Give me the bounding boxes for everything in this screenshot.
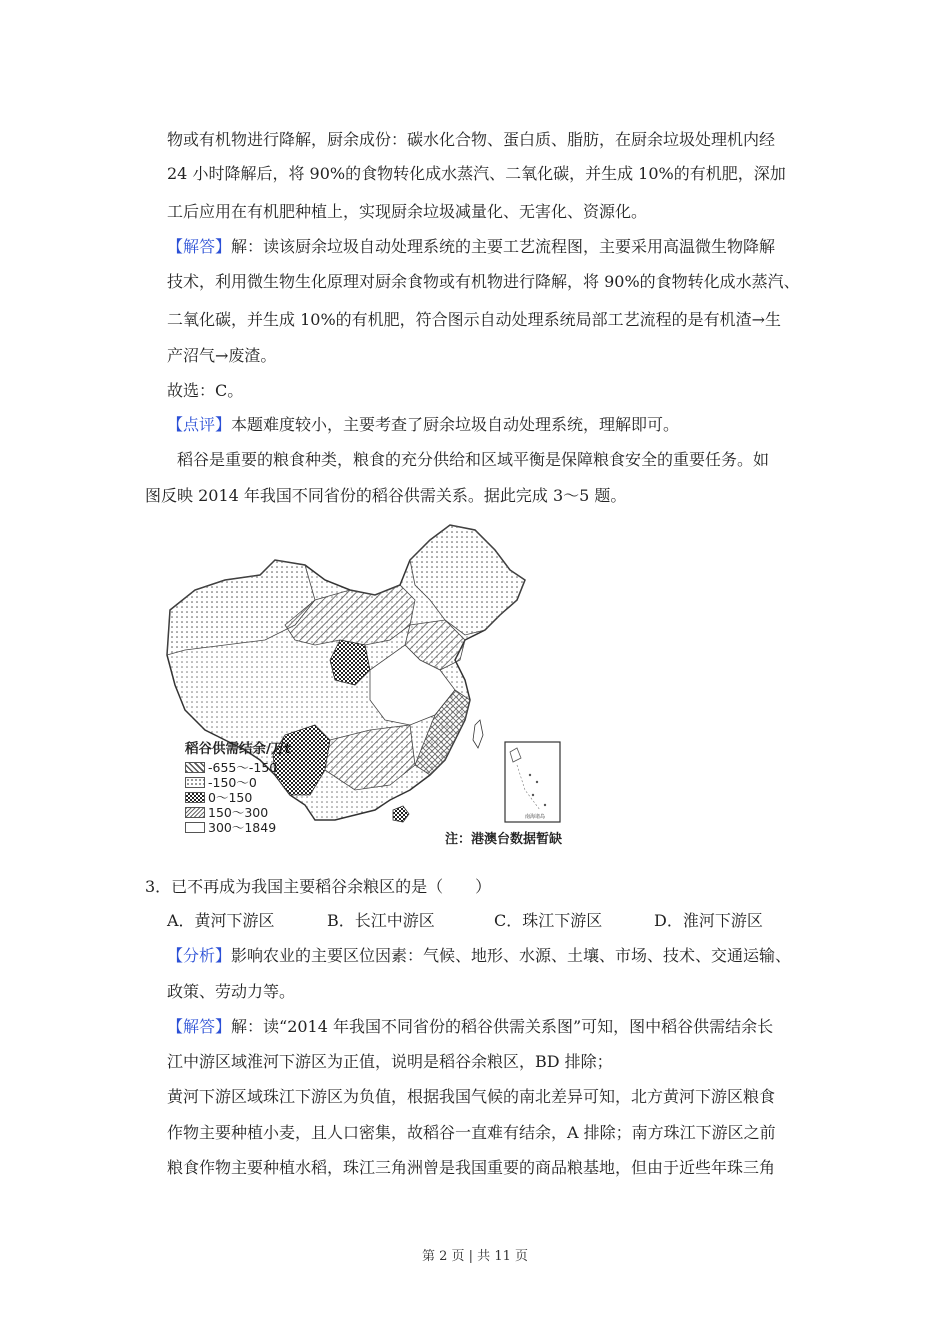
legend-swatch-diag: [185, 762, 205, 773]
legend-label: -150～0: [208, 775, 257, 790]
south-sea-inset: [505, 742, 560, 822]
legend-swatch-blank: [185, 822, 205, 833]
legend-swatch-dots: [185, 777, 205, 788]
intro-line: 图反映 2014 年我国不同省份的稻谷供需关系。据此完成 3～5 题。: [145, 486, 627, 505]
text-line: 二氧化碳，并生成 10%的有机肥，符合图示自动处理系统局部工艺流程的是有机渣→生: [167, 310, 782, 329]
legend-label: 0～150: [208, 790, 253, 805]
answer-tag: 【解答】: [167, 237, 232, 256]
text-line: [167, 415, 679, 435]
text-line: 工后应用在有机肥种植上，实现厨余垃圾减量化、无害化、资源化。: [167, 202, 648, 221]
answer-text: 解：读“2014 年我国不同省份的稻谷供需关系图”可知，图中稻谷供需结余长: [231, 1017, 774, 1036]
page-footer: 第 2 页 | 共 11 页: [422, 1249, 528, 1264]
text-line: 黄河下游区域珠江下游区为负值，根据我国气候的南北差异可知，北方黄河下游区粮食: [167, 1087, 776, 1106]
legend-swatch-cross: [185, 807, 205, 818]
text-line: 故选：C。: [167, 381, 244, 400]
legend-label: 300～1849: [208, 820, 277, 835]
text-line: [167, 946, 791, 966]
legend-item: [185, 820, 291, 835]
text-line: 产沼气→废渣。: [167, 346, 277, 365]
option-d[interactable]: D．淮河下游区: [654, 911, 763, 930]
rice-supply-map: [165, 520, 595, 850]
option-b[interactable]: B．长江中游区: [327, 911, 435, 930]
taiwan-island: [473, 720, 483, 748]
legend-item: [185, 760, 291, 775]
legend-label: -655～-150: [208, 760, 278, 775]
comment-tag: 【点评】: [167, 415, 232, 434]
analysis-tag: 【分析】: [167, 946, 232, 965]
text-line: 政策、劳动力等。: [167, 982, 296, 1001]
text-line: 粮食作物主要种植水稻，珠江三角洲曾是我国重要的商品粮基地，但由于近些年珠三角: [167, 1158, 776, 1177]
comment-text: 本题难度较小，主要考查了厨余垃圾自动处理系统，理解即可。: [231, 415, 680, 434]
text-line: 江中游区域淮河下游区为正值，说明是稻谷余粮区，BD 排除；: [167, 1052, 613, 1071]
answer-tag: 【解答】: [167, 1017, 232, 1036]
map-note: 注：港澳台数据暂缺: [445, 832, 563, 847]
text-line: 24 小时降解后，将 90%的食物转化成水蒸汽、二氧化碳，并生成 10%的有机肥，深加: [167, 164, 786, 183]
option-c[interactable]: C．珠江下游区: [494, 911, 603, 930]
inset-label: 南海诸岛: [525, 814, 546, 820]
text-line: 技术，利用微生物生化原理对厨余食物或有机物进行降解，将 90%的食物转化成水蒸汽、: [167, 272, 800, 291]
text-line: [167, 237, 775, 257]
hainan-island: [393, 806, 409, 822]
text-line: 作物主要种植小麦，且人口密集，故稻谷一直难有结余，A 排除；南方珠江下游区之前: [167, 1123, 776, 1142]
legend-item: [185, 790, 291, 805]
question-stem: 3．已不再成为我国主要稻谷余粮区的是（ ）: [145, 877, 492, 896]
option-a[interactable]: A．黄河下游区: [167, 911, 275, 930]
map-legend: [185, 742, 291, 835]
legend-label: 150～300: [208, 805, 269, 820]
legend-swatch-grid: [185, 792, 205, 803]
question-options: [167, 911, 763, 931]
legend-item: [185, 805, 291, 820]
answer-text: 解：读该厨余垃圾自动处理系统的主要工艺流程图，主要采用高温微生物降解: [231, 237, 776, 256]
intro-line: 稻谷是重要的粮食种类，粮食的充分供给和区域平衡是保障粮食安全的重要任务。如: [177, 450, 770, 469]
analysis-text: 影响农业的主要区位因素：气候、地形、水源、土壤、市场、技术、交通运输、: [231, 946, 792, 965]
text-line: 物或有机物进行降解，厨余成份：碳水化合物、蛋白质、脂肪，在厨余垃圾处理机内经: [167, 130, 776, 149]
legend-item: [185, 775, 291, 790]
text-line: [167, 1017, 773, 1037]
legend-title: 稻谷供需结余/万t: [185, 741, 291, 757]
